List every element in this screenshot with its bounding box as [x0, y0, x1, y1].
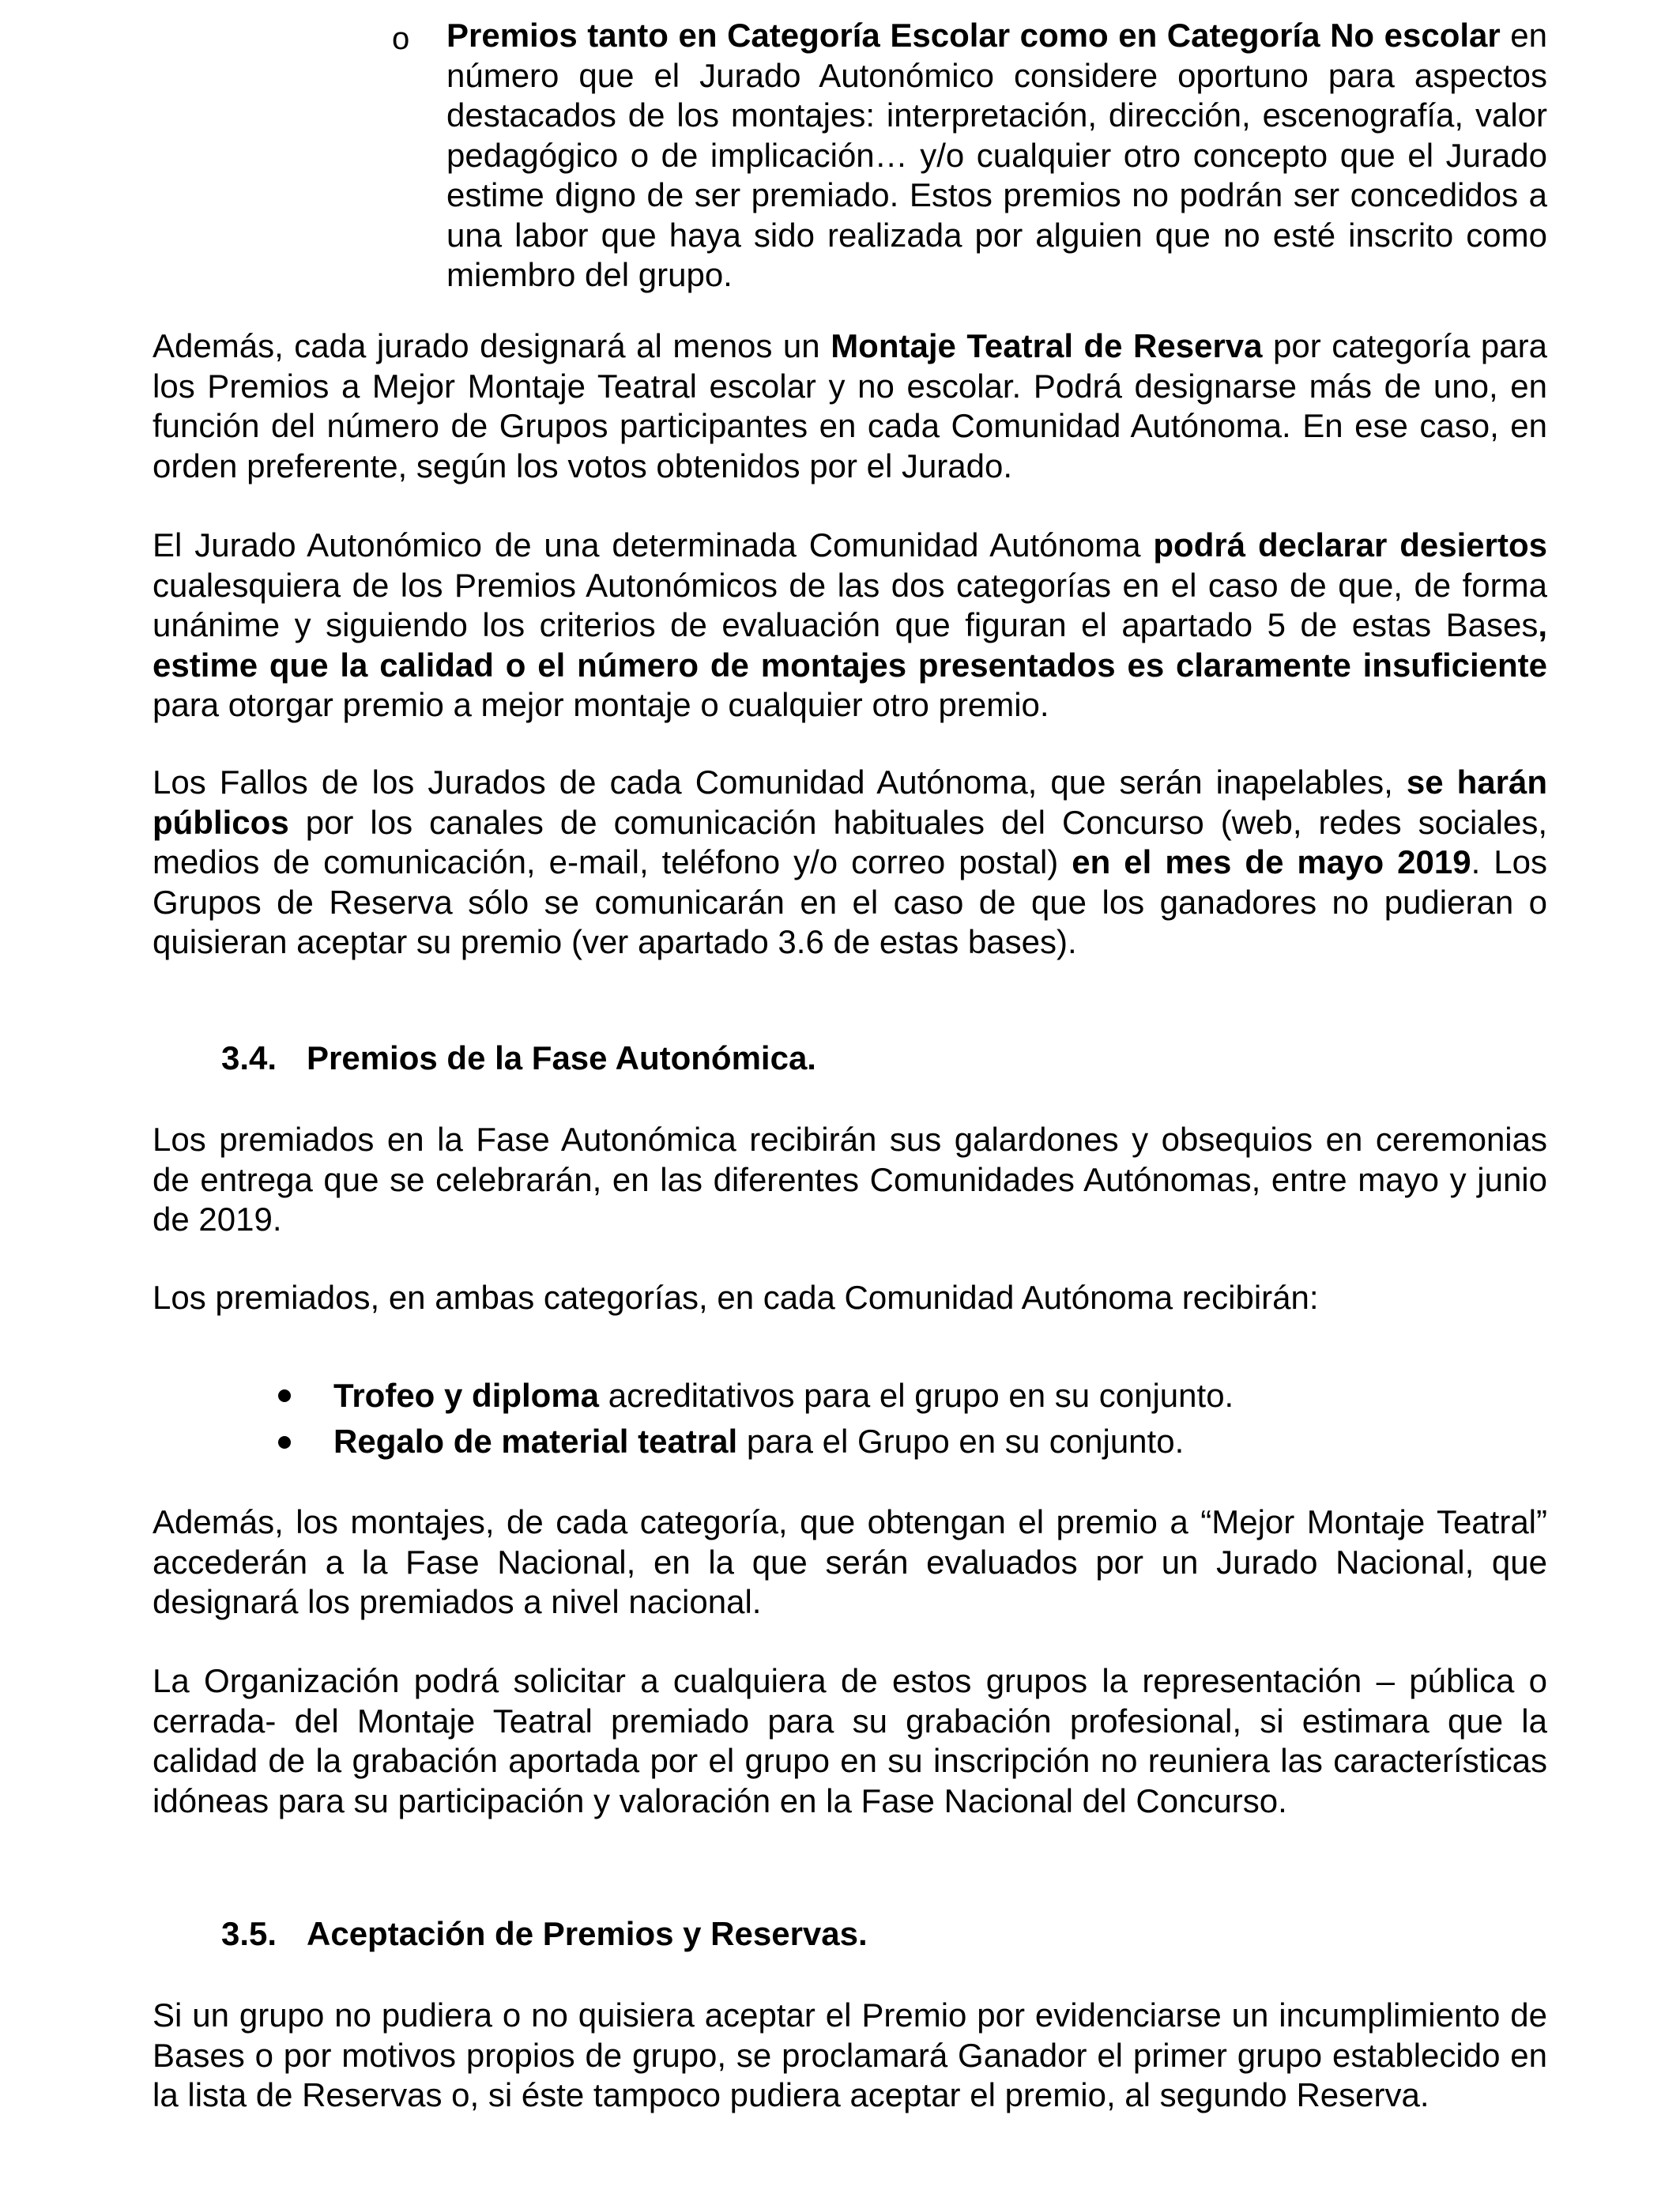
- p3-bold-2: en el mes de mayo 2019: [1072, 843, 1471, 880]
- section-number: 3.5.: [221, 1915, 277, 1952]
- sub-item-marker: o: [392, 21, 410, 56]
- list-item-text: acreditativos para el grupo en su conjunto.: [599, 1377, 1234, 1414]
- p1-text-1: Además, cada jurado designará al menos un: [153, 327, 831, 364]
- list-item-trofeo: [333, 1376, 1234, 1416]
- paragraph-declarar-desiertos: [153, 526, 1547, 726]
- section-title: Aceptación de Premios y Reservas.: [307, 1915, 868, 1952]
- list-item-bold: Trofeo y diploma: [333, 1377, 600, 1414]
- bullet-dot-icon: [278, 1436, 291, 1449]
- p3-text-2: por los canales de comunicación habituales del Concurso (web, redes sociales, medios de comunicación, e-mail, teléfono y/o correo postal): [153, 803, 1547, 880]
- list-item-bold: Regalo de material teatral: [333, 1423, 738, 1460]
- section-title: Premios de la Fase Autonómica.: [307, 1039, 816, 1076]
- section-number: 3.4.: [221, 1039, 277, 1076]
- paragraph-montaje-reserva: [153, 326, 1547, 486]
- sub-item-text: en número que el Jurado Autonómico considere oportuno para aspectos destacados de los montajes: interpretación, dirección, escenografía, valor pedagógico o de implicación… y/o cualquier otro concepto que el Jurado estime digno de ser premiado. Estos premios no podrán ser concedidos a una labor que haya sido realizada por alguien que no esté inscrito como miembro del grupo.: [446, 17, 1547, 293]
- section-heading-3-5: [221, 1914, 868, 1955]
- paragraph-fase-nacional: Además, los montajes, de cada categoría, que obtengan el premio a “Mejor Montaje Teatral” accederán a la Fase Nacional, en la que serán evaluados por un Jurado Nacional, que designará los premiados a nivel nacional.: [153, 1503, 1547, 1620]
- p3-bold-1: se harán públicos: [153, 763, 1547, 841]
- p1-bold-1: Montaje Teatral de Reserva: [831, 327, 1263, 364]
- sub-item-bold: Premios tanto en Categoría Escolar como en Categoría No escolar: [446, 17, 1501, 54]
- paragraph-aceptacion-premio: Si un grupo no pudiera o no quisiera aceptar el Premio por evidenciarse un incumplimiento de Bases o por motivos propios de grupo, se proclamará Ganador el primer grupo establecido en la lista de Reservas o, si éste tampoco pudiera aceptar el premio, al segundo Reserva.: [153, 1996, 1547, 2113]
- paragraph-premiados-recibiran: Los premiados, en ambas categorías, en cada Comunidad Autónoma recibirán:: [153, 1279, 1319, 1316]
- p2-bold-1: podrá declarar desiertos: [1153, 526, 1548, 564]
- list-item-regalo: [333, 1422, 1184, 1462]
- p3-text-3: . Los Grupos de Reserva sólo se comunicarán en el caso de que los ganadores no pudieran o quisieran aceptar su premio (ver apartado 3.6 de estas bases).: [153, 843, 1548, 960]
- paragraph-ceremonias: Los premiados en la Fase Autonómica recibirán sus galardones y obsequios en ceremonias de entrega que se celebrarán, en las diferentes Comunidades Autónomas, entre mayo y junio de 2019.: [153, 1121, 1547, 1238]
- section-heading-3-4: [221, 1039, 816, 1079]
- paragraph-fallos-jurados: [153, 763, 1547, 963]
- list-item-text: para el Grupo en su conjunto.: [737, 1423, 1185, 1460]
- p2-bold-2: , estime que la calidad o el número de montajes presentados es claramente insuficiente: [153, 606, 1547, 684]
- bullet-dot-icon: [278, 1389, 291, 1402]
- p2-text-1: El Jurado Autonómico de una determinada Comunidad Autónoma: [153, 526, 1154, 564]
- sub-item-premios-categoria: [446, 16, 1547, 296]
- p2-text-2: cualesquiera de los Premios Autonómicos de las dos categorías en el caso de que, de forma unánime y siguiendo los criterios de evaluación que figuran el apartado 5 de estas Bases: [153, 566, 1547, 643]
- p2-text-3: para otorgar premio a mejor montaje o cualquier otro premio.: [153, 686, 1049, 723]
- p3-text-1: Los Fallos de los Jurados de cada Comunidad Autónoma, que serán inapelables,: [153, 763, 1407, 801]
- p1-text-2: por categoría para los Premios a Mejor Montaje Teatral escolar y no escolar. Podrá designarse más de uno, en función del número de Grupos participantes en cada Comunidad Autónoma. En ese caso, en orden preferente, según los votos obtenidos por el Jurado.: [153, 327, 1547, 484]
- paragraph-grabacion-profesional: La Organización podrá solicitar a cualquiera de estos grupos la representación – pública o cerrada- del Montaje Teatral premiado para su grabación profesional, si estimara que la calidad de la grabación aportada por el grupo en su inscripción no reuniera las características idóneas para su participación y valoración en la Fase Nacional del Concurso.: [153, 1662, 1547, 1819]
